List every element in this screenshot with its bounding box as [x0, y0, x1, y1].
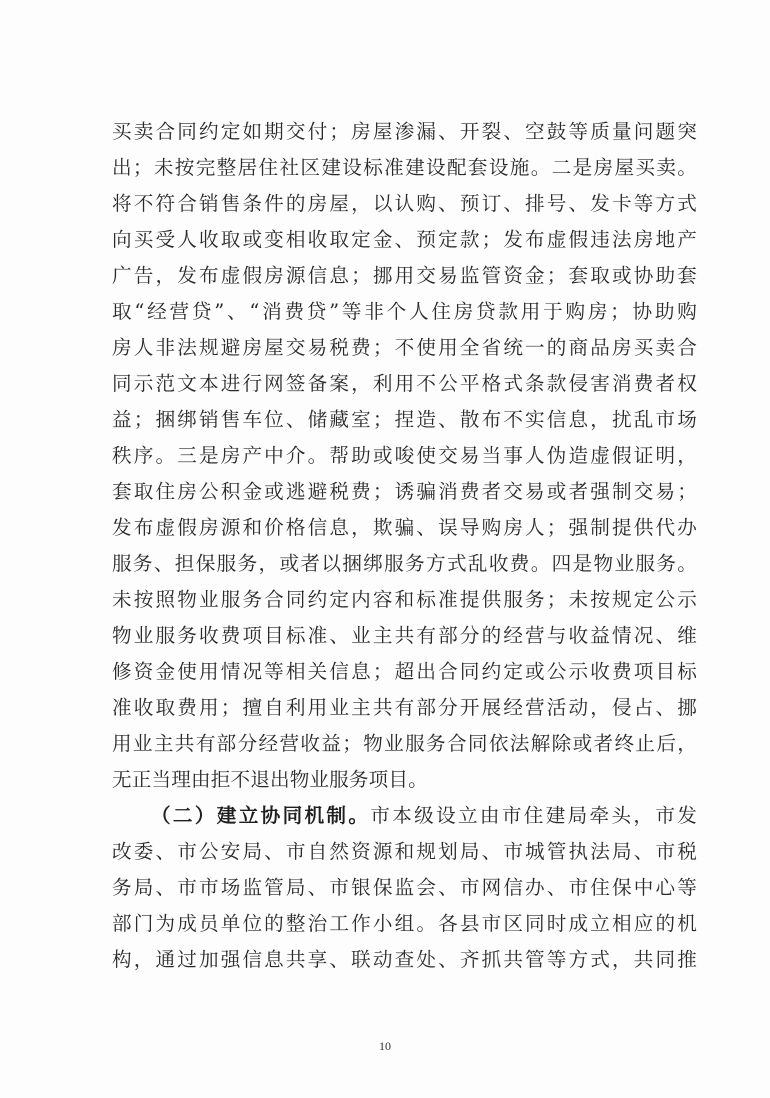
text-line: 同示范文本进行网签备案，利用不公平格式条款侵害消费者权	[112, 372, 697, 395]
text-line: 构，通过加强信息共享、联动查处、齐抓共管等方式，共同推	[112, 948, 697, 971]
section-first-line	[112, 798, 697, 834]
text-line: 未按照物业服务合同约定内容和标准提供服务；未按规定公示	[112, 588, 697, 611]
text-line: 取“经营贷”、“消费贷”等非个人住房贷款用于购房；协助购	[112, 300, 697, 323]
text-line: 套取住房公积金或逃避税费；诱骗消费者交易或者强制交易；	[112, 480, 697, 503]
text-line: 将不符合销售条件的房屋，以认购、预订、排号、发卡等方式	[112, 192, 697, 215]
text-line: 益；捆绑销售车位、储藏室；捏造、散布不实信息，扰乱市场	[112, 408, 697, 431]
text-line: 用业主共有部分经营收益；物业服务合同依法解除或者终止后，	[112, 732, 697, 755]
text-line: 务局、市市场监管局、市银保监会、市网信办、市住保中心等	[112, 876, 697, 899]
text-line: 房人非法规避房屋交易税费；不使用全省统一的商品房买卖合	[112, 336, 697, 359]
page-number: 10	[379, 1039, 391, 1053]
body-text	[112, 114, 697, 978]
text-line: 服务、担保服务，或者以捆绑服务方式乱收费。四是物业服务。	[112, 552, 697, 575]
text-line: 广告，发布虚假房源信息；挪用交易监管资金；套取或协助套	[112, 264, 697, 287]
text-line: 无正当理由拒不退出物业服务项目。	[112, 768, 428, 791]
text-line: 改委、市公安局、市自然资源和规划局、市城管执法局、市税	[112, 840, 697, 863]
text-line: 秩序。三是房产中介。帮助或唆使交易当事人伪造虚假证明，	[112, 444, 697, 467]
text-line: 准收取费用；擅自利用业主共有部分开展经营活动，侵占、挪	[112, 696, 697, 719]
text-line: 向买受人收取或变相收取定金、预定款；发布虚假违法房地产	[112, 228, 697, 251]
text-line: 发布虚假房源和价格信息，欺骗、误导购房人；强制提供代办	[112, 516, 697, 539]
text-line: 部门为成员单位的整治工作小组。各县市区同时成立相应的机	[112, 912, 697, 935]
text-line: 物业服务收费项目标准、业主共有部分的经营与收益情况、维	[112, 624, 697, 647]
text-line: 修资金使用情况等相关信息；超出合同约定或公示收费项目标	[112, 660, 697, 683]
section-first-line-text: 市本级设立由市住建局牵头，市发	[370, 804, 698, 827]
section-heading: （二）建立协同机制。	[151, 804, 371, 827]
text-line: 出；未按完整居住社区建设标准建设配套设施。二是房屋买卖。	[112, 156, 697, 179]
text-line: 买卖合同约定如期交付；房屋渗漏、开裂、空鼓等质量问题突	[112, 120, 697, 143]
